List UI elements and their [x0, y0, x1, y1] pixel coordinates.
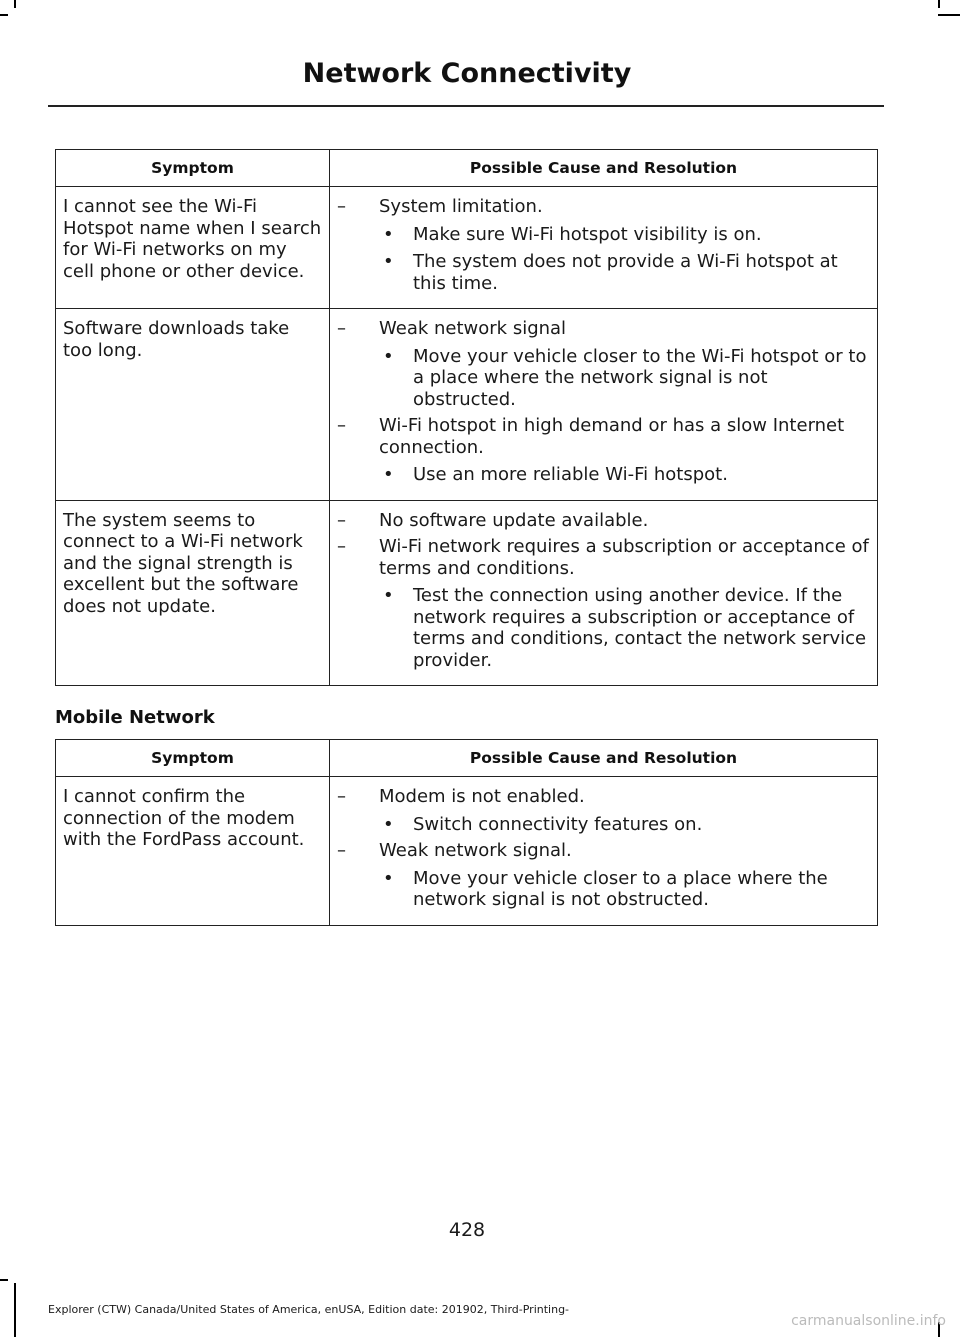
resolution-bullet [379, 868, 871, 911]
bullet-dot: • [383, 867, 394, 889]
resolution-bullet [379, 814, 871, 836]
dash-marker: – [337, 536, 346, 557]
crop-mark [938, 0, 940, 8]
resolution-cell [330, 187, 878, 309]
bullet-dot: • [383, 345, 394, 367]
crop-mark [938, 14, 960, 16]
bullet-text: The system does not provide a Wi-Fi hotspot at this time. [413, 251, 838, 294]
symptom-cell: Software downloads take too long. [56, 309, 330, 501]
table-row [56, 187, 878, 309]
title-rule [48, 105, 884, 107]
bullet-dot: • [383, 813, 394, 835]
resolution-bullet [379, 464, 871, 486]
dash-marker: – [337, 509, 346, 531]
cause-text: Weak network signal. [379, 840, 572, 861]
cause-text: Modem is not enabled. [379, 786, 585, 807]
header-symptom: Symptom [56, 150, 330, 187]
symptom-cell: The system seems to connect to a Wi-Fi network and the signal strength is excellent but the software does not update. [56, 500, 330, 686]
cause-item [337, 840, 871, 911]
bullet-text: Use an more reliable Wi-Fi hotspot. [413, 464, 728, 485]
mobile-network-table [55, 739, 878, 926]
dash-marker: – [337, 840, 346, 861]
bullet-text: Move your vehicle closer to the Wi-Fi hotspot or to a place where the network signal is not obstructed. [413, 345, 867, 410]
cause-item [337, 786, 871, 835]
resolution-bullet [379, 585, 871, 671]
crop-mark [0, 1279, 8, 1281]
header-resolution: Possible Cause and Resolution [330, 150, 878, 187]
dash-marker: – [337, 196, 346, 217]
cause-item [337, 415, 871, 486]
cause-text: Weak network signal [379, 318, 567, 339]
cause-text: Wi-Fi network requires a subscription or acceptance of terms and conditions. [379, 536, 869, 579]
wifi-troubleshooting-table [55, 149, 878, 686]
crop-mark [0, 14, 8, 16]
bullet-dot: • [383, 464, 394, 485]
dash-marker: – [337, 786, 346, 807]
crop-mark [14, 0, 16, 8]
page-number: 428 [448, 1219, 486, 1241]
resolution-cell [330, 500, 878, 686]
bullet-dot: • [383, 585, 394, 606]
bullet-text: Move your vehicle closer to a place where the network signal is not obstructed. [413, 867, 828, 910]
crop-mark [14, 1283, 16, 1337]
dash-marker: – [337, 318, 346, 339]
resolution-cell [330, 777, 878, 926]
watermark: carmanualsonline.info [791, 1313, 946, 1329]
resolution-bullet [379, 224, 871, 246]
table-row [56, 777, 878, 926]
page-title: Network Connectivity [302, 58, 632, 89]
table-row [56, 309, 878, 501]
bullet-text: Switch connectivity features on. [413, 813, 703, 835]
cause-item [337, 318, 871, 410]
header-resolution: Possible Cause and Resolution [330, 740, 878, 777]
resolution-bullet [379, 251, 871, 294]
resolution-cell [330, 309, 878, 501]
cause-text: No software update available. [379, 509, 649, 531]
table-header-row [56, 740, 878, 777]
dash-marker: – [337, 415, 346, 436]
cause-text: Wi-Fi hotspot in high demand or has a slow Internet connection. [379, 415, 845, 458]
footer-text: Explorer (CTW) Canada/United States of America, enUSA, Edition date: 201902, Third-Printing- [48, 1303, 570, 1316]
symptom-cell: I cannot see the Wi-Fi Hotspot name when I search for Wi-Fi networks on my cell phone or other device. [56, 187, 330, 309]
bullet-dot: • [383, 223, 394, 245]
cause-text: System limitation. [379, 196, 543, 217]
resolution-bullet [379, 346, 871, 411]
table-header-row [56, 150, 878, 187]
bullet-dot: • [383, 251, 394, 272]
cause-item [337, 536, 871, 671]
table-row [56, 500, 878, 686]
bullet-text: Test the connection using another device. If the network requires a subscription or acceptance of terms and conditions, contact the network service provider. [413, 585, 867, 671]
symptom-cell: I cannot confirm the connection of the modem with the FordPass account. [56, 777, 330, 926]
bullet-text: Make sure Wi-Fi hotspot visibility is on. [413, 223, 762, 245]
header-symptom: Symptom [56, 740, 330, 777]
section-heading: Mobile Network [55, 707, 215, 728]
cause-item [337, 510, 871, 532]
cause-item [337, 196, 871, 294]
